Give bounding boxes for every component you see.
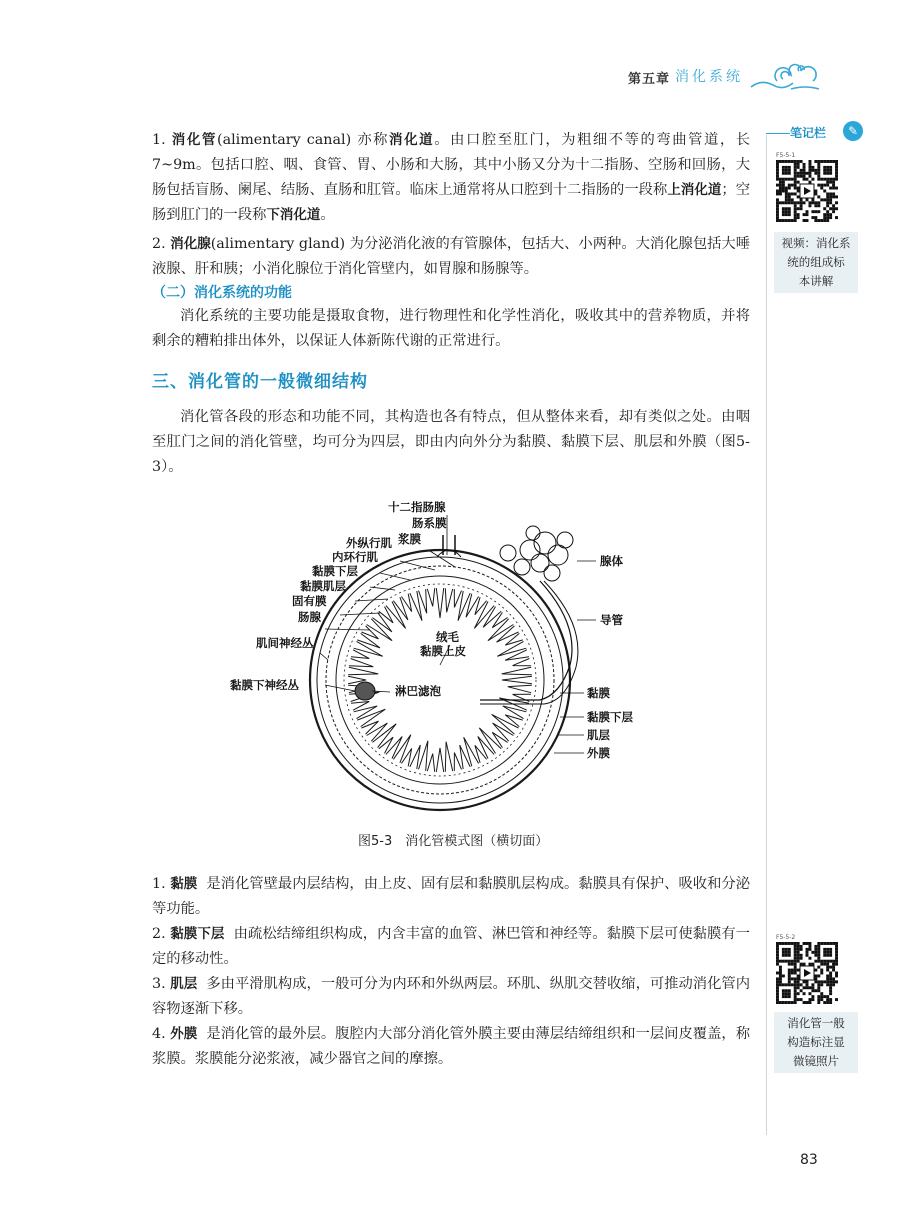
villus-mark (362, 721, 379, 734)
sidebar-title-rule (766, 133, 790, 134)
villus-mark (513, 659, 531, 666)
caption-line: 视频：消化系 (781, 236, 851, 250)
label-mesentery: 肠系膜 (412, 516, 447, 530)
label-villus: 绒毛 (436, 630, 459, 644)
text: 。 (320, 207, 335, 223)
villus-mark (505, 650, 529, 661)
label-submucosa-left: 黏膜下层 (312, 564, 358, 578)
outer-muscle-ring (317, 557, 563, 803)
adventitia-ring (310, 550, 570, 810)
figure-caption: 图5-3 消化管模式图（横切面） (358, 834, 549, 849)
paragraph-alimentary-canal (152, 128, 750, 228)
text: 亦称 (357, 132, 390, 148)
villus-mark (502, 667, 532, 674)
text: 为分泌消化液的有管腺体，包括大、小两种。大消化腺包括大唾液腺、肝和胰；小消化腺位于消化管壁内，如胃腺和肠腺等。 (152, 236, 751, 277)
label-submucosa-right: 黏膜下层 (587, 710, 633, 724)
paragraph-function: 消化系统的主要功能是摄取食物，进行物理性和化学性消化，吸收其中的营养物质，并将剩余的糟粕排出体外，以保证人体新陈代谢的正常进行。 (152, 308, 750, 349)
villi-group (348, 588, 532, 772)
label-lymph-follicle: 淋巴滤泡 (395, 684, 441, 698)
villus-mark (386, 737, 402, 759)
villus-mark (493, 723, 514, 741)
label-submucosal-plexus: 黏膜下神经丛 (230, 678, 299, 692)
villus-mark (492, 612, 507, 627)
villus-mark (362, 626, 379, 639)
list-number: 1. (152, 876, 166, 892)
label-muscle-layer: 肌层 (587, 728, 610, 742)
submucosa-ring (336, 576, 544, 784)
digestive-tract-cross-section-figure (230, 495, 660, 825)
label-muscularis-mucosae: 黏膜肌层 (300, 579, 346, 593)
muscularis-mucosae-ring (344, 584, 536, 776)
label-outer-longitudinal: 外纵行肌 (346, 536, 392, 550)
villus-mark (379, 737, 393, 753)
caption-line: 统的组成标 (787, 255, 845, 269)
term-alimentary-canal: 消化管 (171, 132, 217, 148)
caption-line: 消化管一般 (787, 1016, 845, 1030)
villus-mark (502, 676, 532, 683)
paragraph-adventitia (152, 1022, 750, 1072)
text: 由疏松结缔组织构成，内含丰富的血管、淋巴管和神经等。黏膜下层可使黏膜有一定的移动性。 (152, 926, 751, 967)
villus-mark (436, 588, 443, 618)
villus-mark (460, 745, 471, 769)
text: 多由平滑肌构成，一般可分为内环和外纵两层。环肌、纵肌交替收缩，可推动消化管内容物逐渐下移。 (152, 976, 751, 1017)
term-mucosa: 黏膜 (170, 876, 198, 892)
villus-mark (379, 607, 393, 623)
villus-mark (492, 732, 507, 747)
qr-code-icon[interactable] (776, 942, 838, 1004)
list-number: 2. (152, 926, 166, 942)
term-alimentary-gland: 消化腺 (170, 236, 211, 252)
text: ；空肠到肛门的一段称 (152, 182, 751, 223)
villus-mark (348, 667, 378, 674)
villus-mark (401, 594, 411, 612)
sidebar-title: 笔记栏 (790, 126, 827, 140)
paragraph-submucosa (152, 922, 750, 972)
villus-mark (436, 748, 443, 772)
label-mucosal-epithelium: 黏膜上皮 (420, 644, 466, 658)
villus-mark (357, 633, 380, 648)
villus-mark (483, 607, 501, 628)
caption-line: 微镜照片 (793, 1054, 839, 1068)
qr-caption-micrograph (774, 1012, 858, 1073)
villus-mark (454, 753, 461, 771)
term-english: (alimentary canal) (217, 132, 352, 148)
label-serosa: 浆膜 (398, 532, 421, 546)
gland-body-shape (500, 526, 573, 581)
villus-mark (445, 742, 452, 772)
inner-muscle-ring (326, 566, 554, 794)
term-muscle-layer: 肌层 (170, 976, 198, 992)
label-mucosa: 黏膜 (587, 686, 610, 700)
paragraph-muscle-layer (152, 972, 750, 1022)
sidebar-divider (766, 135, 767, 1135)
label-adventitia: 外膜 (587, 746, 610, 760)
caption-line: 本讲解 (798, 274, 834, 288)
qr-code-id: F5-5-1 (776, 152, 796, 159)
qr-caption-video (774, 232, 858, 293)
villus-mark (351, 650, 369, 659)
list-number: 1. (152, 132, 166, 148)
term-english: (alimentary gland) (210, 236, 346, 252)
cloud-ornament-icon (747, 55, 827, 95)
villus-mark (508, 685, 532, 692)
chapter-label: 第五章 (628, 72, 671, 87)
villus-mark (427, 754, 434, 772)
section-heading-microstructure: 三、消化管的一般微细结构 (152, 372, 368, 392)
villus-mark (445, 588, 452, 612)
label-myenteric-plexus: 肌间神经丛 (256, 636, 314, 650)
paragraph-mucosa (152, 872, 750, 922)
villus-mark (401, 748, 411, 766)
notebook-icon: ✎ (843, 121, 863, 141)
label-gland-body: 腺体 (600, 554, 623, 568)
text: 是消化管壁最内层结构，由上皮、固有层和黏膜肌层构成。黏膜具有保护、吸收和分泌等功能。 (152, 876, 751, 917)
list-number: 3. (152, 976, 166, 992)
qr-code-id: F5-5-2 (776, 934, 796, 941)
subsection-heading-function: （二）消化系统的功能 (152, 285, 292, 301)
term-submucosa: 黏膜下层 (170, 926, 225, 942)
page-number: 83 (800, 1152, 818, 1168)
label-lamina-propria: 固有膜 (292, 594, 327, 608)
label-duodenal-gland: 十二指肠腺 (388, 500, 446, 514)
caption-line: 构造标注显 (787, 1035, 845, 1049)
paragraph-layers-intro: 消化管各段的形态和功能不同，其构造也各有特点，但从整体来看，却有类似之处。由咽至肛门之间的消化管壁，均可分为四层，即由内向外分为黏膜、黏膜下层、肌层和外膜（图5-3）。 (152, 409, 750, 475)
villus-mark (349, 659, 373, 667)
list-number: 4. (152, 1026, 166, 1042)
text: 。由口腔至肛门，为粗细不等的弯曲管道，长7~9m。包括口腔、咽、食管、胃、小肠和大肠，其中小肠又分为十二指肠、空肠和回肠，大肠包括盲肠、阑尾、结肠、直肠和肛管。临床上通常将从口腔到十二指肠的一段称 (152, 132, 751, 198)
term-adventitia: 外膜 (170, 1026, 198, 1042)
paragraph-alimentary-gland (152, 232, 750, 282)
list-number: 2. (152, 236, 166, 252)
label-duct: 导管 (600, 613, 623, 627)
term-lower-tract: 下消化道 (266, 207, 321, 223)
term-upper-tract: 上消化道 (667, 182, 722, 198)
label-intestinal-gland: 肠腺 (298, 610, 321, 624)
villus-mark (427, 588, 434, 606)
mesentery-shape (443, 535, 455, 555)
qr-code-icon[interactable] (776, 160, 838, 222)
term-digestive-tract: 消化道 (389, 132, 435, 148)
label-inner-circular: 内环行肌 (332, 550, 378, 564)
duct-shape (480, 581, 572, 700)
chapter-title: 消化系统 (675, 69, 743, 85)
text: 是消化管的最外层。腹腔内大部分消化管外膜主要由薄层结缔组织和一层间皮覆盖，称浆膜。浆膜能分泌浆液，减少器官之间的摩擦。 (152, 1026, 751, 1067)
